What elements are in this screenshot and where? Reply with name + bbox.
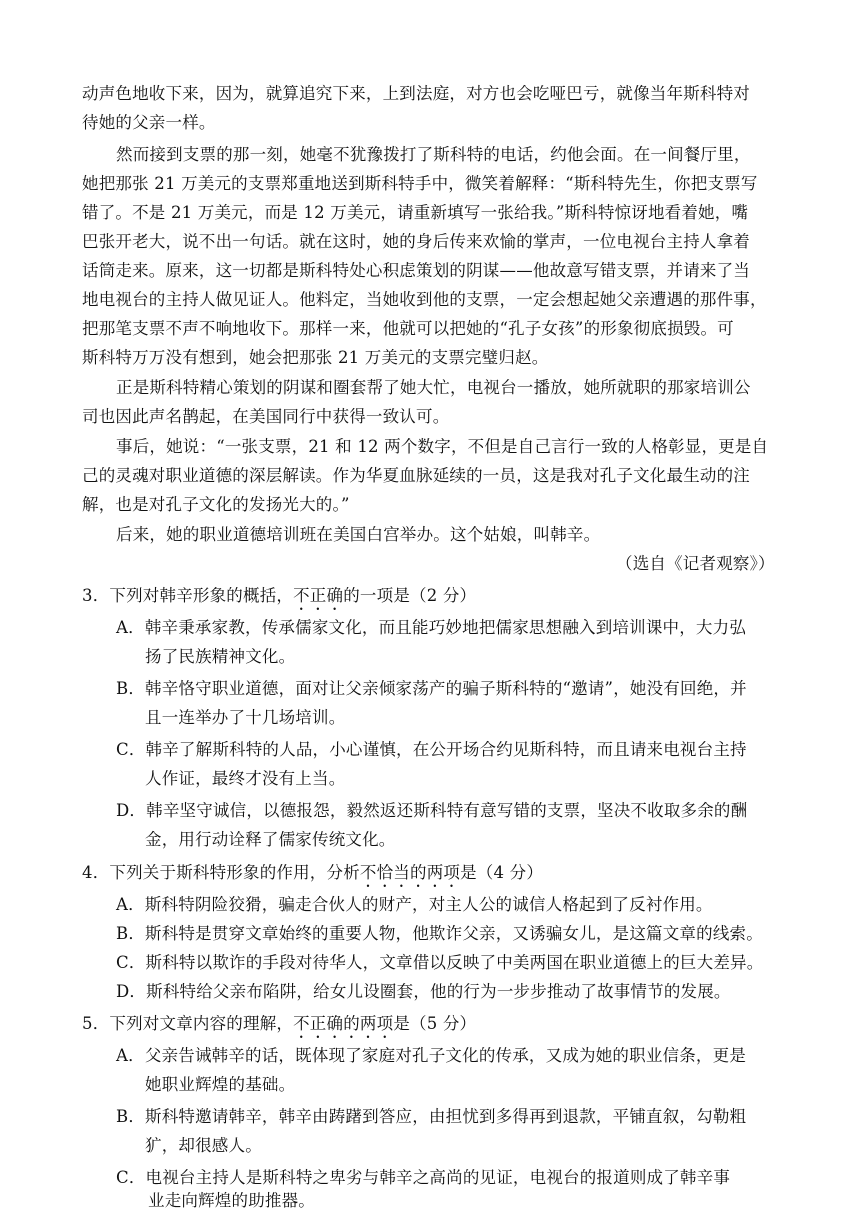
stem-emphasis: 不恰当的两项 (359, 863, 461, 882)
stem-text: 3．下列对韩辛形象的概括， (82, 586, 294, 605)
q4-option-c: C．斯科特以欺诈的手段对待华人，文章借以反映了中美两国在职业道德上的巨大差异。 (116, 953, 764, 972)
stem-text: 是（4 分） (460, 863, 544, 882)
story-line: 待她的父亲一样。 (82, 113, 216, 132)
story-line: 地电视台的主持人做见证人。他料定，当她收到他的支票，一定会想起她父亲遭遇的那件事， (82, 290, 767, 309)
stem-text: 的一项是（2 分） (343, 586, 477, 605)
q4-option-b: B．斯科特是贯穿文章始终的重要人物，他欺诈父亲，又诱骗女儿，是这篇文章的线索。 (116, 924, 763, 943)
story-line: 话筒走来。原来，这一切都是斯科特处心积虑策划的阴谋——他故意写错支票，并请来了当 (82, 261, 750, 280)
story-line: 动声色地收下来，因为，就算追究下来，上到法庭，对方也会吃哑巴亏，就像当年斯科特对 (82, 84, 750, 103)
q3-option-c: C．韩辛了解斯科特的人品，小心谨慎，在公开场合约见斯科特，而且请来电视台主持 (116, 740, 747, 759)
q3-option-d-cont: 金，用行动诠释了儒家传统文化。 (145, 830, 396, 849)
q5-option-c: C．电视台主持人是斯科特之卑劣与韩辛之高尚的见证，电视台的报道则成了韩辛事 (116, 1168, 731, 1187)
q3-option-b: B．韩辛恪守职业道德，面对让父亲倾家荡产的骗子斯科特的“邀请”，她没有回绝，并 (116, 679, 747, 698)
stem-emphasis: 不正确 (293, 586, 344, 605)
q5-option-b: B．斯科特邀请韩辛，韩辛由踌躇到答应，由担忧到多得再到退款，平铺直叙，勾勒粗 (116, 1107, 747, 1126)
story-line: 巴张开老大，说不出一句话。就在这时，她的身后传来欢愉的掌声，一位电视台主持人拿着 (82, 232, 750, 251)
story-line: 把那笔支票不声不响地收下。那样一来，他就可以把她的“孔子女孩”的形象彻底损毁。可 (82, 319, 734, 338)
story-line: 错了。不是 21 万美元，而是 12 万美元，请重新填写一张给我。”斯科特惊讶地看着她，嘴 (82, 203, 749, 222)
question-4-stem (82, 860, 543, 891)
q5-option-b-cont: 犷，却很感人。 (145, 1136, 262, 1155)
q3-option-b-cont: 且一连举办了十几场培训。 (145, 708, 346, 727)
stem-text: 是（5 分） (393, 1014, 477, 1033)
stem-text: 5．下列对文章内容的理解， (82, 1014, 294, 1033)
story-line: 正是斯科特精心策划的阴谋和圈套帮了她大忙，电视台一播放，她所就职的那家培训公 (116, 378, 751, 397)
stem-text: 4．下列关于斯科特形象的作用，分析 (82, 863, 360, 882)
stem-emphasis: 不正确的两项 (293, 1014, 394, 1033)
story-line: 解，也是对孔子文化的发扬光大的。” (82, 495, 350, 514)
story-line: 后来，她的职业道德培训班在美国白宫举办。这个姑娘，叫韩辛。 (116, 525, 601, 544)
story-line: 司也因此声名鹊起，在美国同行中获得一致认可。 (82, 407, 450, 426)
story-source: （选自《记者观察》） (616, 554, 775, 573)
q5-option-a: A．父亲告诫韩辛的话，既体现了家庭对孔子文化的传承，又成为她的职业信条，更是 (116, 1046, 747, 1065)
question-3-stem (82, 583, 476, 614)
q4-option-a: A．斯科特阴险狡猾，骗走合伙人的财产，对主人公的诚信人格起到了反衬作用。 (116, 895, 713, 914)
story-line: 事后，她说：“一张支票，21 和 12 两个数字，不但是自己言行一致的人格彰显，更是自 (116, 437, 769, 456)
q5-option-c-cont: 业走向辉煌的助推器。 (148, 1191, 315, 1210)
q5-option-a-cont: 她职业辉煌的基础。 (145, 1075, 296, 1094)
question-5-stem (82, 1011, 476, 1042)
q3-option-c-cont: 人作证，最终才没有上当。 (145, 769, 346, 788)
q3-option-a-cont: 扬了民族精神文化。 (145, 647, 296, 666)
q3-option-a: A．韩辛秉承家教，传承儒家文化，而且能巧妙地把儒家思想融入到培训课中，大力弘 (116, 618, 747, 637)
story-line: 己的灵魂对职业道德的深层解读。作为华夏血脉延续的一员，这是我对孔子文化最生动的注 (82, 466, 750, 485)
q4-option-d: D．斯科特给父亲布陷阱，给女儿设圈套，他的行为一步步推动了故事情节的发展。 (116, 982, 731, 1001)
story-line: 斯科特万万没有想到，她会把那张 21 万美元的支票完璧归赵。 (82, 348, 549, 367)
q3-option-d: D．韩辛坚守诚信，以德报怨，毅然返还斯科特有意写错的支票，坚决不收取多余的酬 (116, 801, 748, 820)
story-line: 她把那张 21 万美元的支票郑重地送到斯科特手中，微笑着解释：“斯科特先生，你把支票写 (82, 174, 758, 193)
story-line: 然而接到支票的那一刻，她毫不犹豫拨打了斯科特的电话，约他会面。在一间餐厅里， (116, 145, 751, 164)
